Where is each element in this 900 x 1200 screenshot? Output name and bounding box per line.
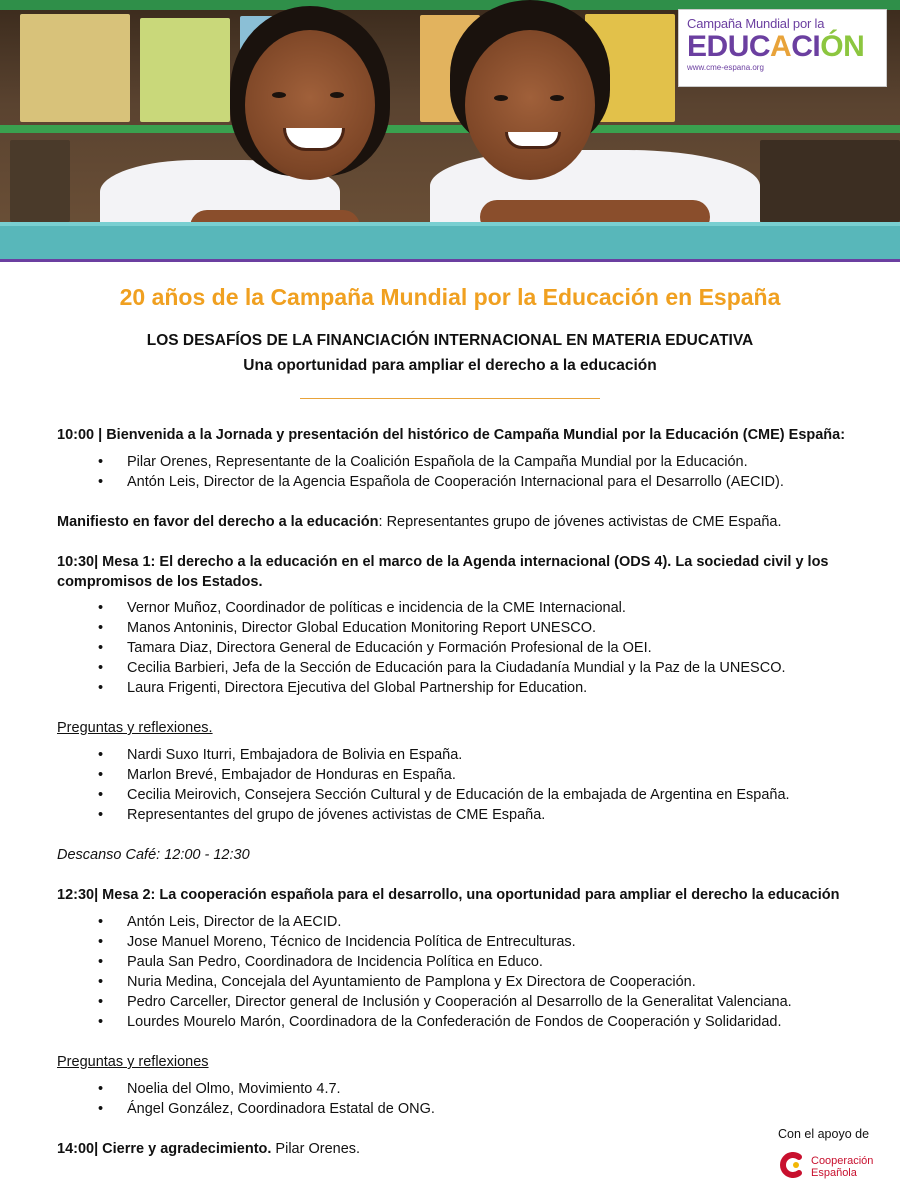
logo-letter: U — [727, 30, 749, 63]
bullet-icon: • — [98, 787, 104, 803]
bullet-icon: • — [98, 747, 104, 763]
girl-left-eye — [330, 92, 344, 98]
cooperacion-espanola-logo — [779, 1150, 889, 1186]
logo-wordmark — [687, 31, 878, 63]
support-label: Con el apoyo de — [778, 1127, 870, 1141]
subtitle-financing: LOS DESAFÍOS DE LA FINANCIACIÓN INTERNACIONAL EN MATERIA EDUCATIVA — [146, 332, 754, 349]
girl-right-face — [465, 30, 595, 180]
mesa2-heading: 12:30| Mesa 2: La cooperación española para el desarrollo, una oportunidad para ampliar el derecho la educación — [57, 887, 840, 903]
coop-name-line2: Española — [811, 1167, 857, 1179]
logo-letter: D — [706, 30, 728, 63]
logo-letter: Ó — [820, 30, 844, 63]
book-cover — [20, 14, 130, 122]
book-cover — [10, 140, 70, 222]
bullet-icon: • — [98, 994, 104, 1010]
table-surface — [0, 222, 900, 262]
questions2-heading: Preguntas y reflexiones — [57, 1054, 209, 1070]
logo-line1: Campaña Mundial por la — [687, 16, 825, 31]
questions1-heading: Preguntas y reflexiones. — [57, 720, 213, 736]
bullet-icon: • — [98, 974, 104, 990]
mesa1-heading: 10:30| Mesa 1: El derecho a la educación en el marco de la Agenda internacional (ODS 4). La sociedad civil y los — [57, 554, 829, 570]
table-edge — [0, 222, 900, 226]
bullet-icon: • — [98, 680, 104, 696]
girl-right-eye — [494, 95, 508, 101]
logo-letter: A — [770, 30, 792, 63]
girl-right-eye — [550, 95, 564, 101]
bullet-icon: • — [98, 620, 104, 636]
logo-letter: I — [812, 30, 821, 63]
bullet-icon: • — [98, 954, 104, 970]
logo-letter: E — [687, 30, 707, 63]
bullet-icon: • — [98, 474, 104, 490]
girl-right-smile — [505, 132, 561, 149]
logo-letter: C — [748, 30, 771, 63]
girl-left-eye — [272, 92, 286, 98]
cme-logo — [678, 9, 887, 87]
bullet-icon: • — [98, 1101, 104, 1117]
bullet-icon: • — [98, 1081, 104, 1097]
bullet-icon: • — [98, 807, 104, 823]
bullet-icon: • — [98, 640, 104, 656]
book-cover — [140, 18, 230, 122]
bullet-icon: • — [98, 1014, 104, 1030]
bookshelf-shelf — [0, 125, 900, 133]
manifesto-line: Manifiesto en favor del derecho a la educación: Representantes grupo de jóvenes activistas de CME España. — [57, 514, 782, 530]
hero-photo — [0, 0, 900, 262]
logo-letter: N — [843, 30, 865, 63]
bullet-icon: • — [98, 934, 104, 950]
bullet-icon: • — [98, 660, 104, 676]
logo-letter: C — [791, 30, 813, 63]
bullet-icon: • — [98, 454, 104, 470]
bullet-icon: • — [98, 914, 104, 930]
welcome-heading: 10:00 | Bienvenida a la Jornada y presentación del histórico de Campaña Mundial por la Educación (CME) España: — [57, 427, 846, 443]
bullet-icon: • — [98, 600, 104, 616]
girl-left-face — [245, 30, 375, 180]
hero-bottom-bar — [0, 259, 900, 262]
title-divider — [300, 398, 600, 399]
closing-line: 14:00| Cierre y agradecimiento. Pilar Orenes. — [57, 1141, 361, 1157]
cooperacion-logo-icon — [779, 1152, 805, 1178]
coffee-break: Descanso Café: 12:00 - 12:30 — [57, 847, 250, 863]
coop-name-line1: Cooperación — [811, 1155, 874, 1167]
page-title: 20 años de la Campaña Mundial por la Educación en España — [119, 284, 781, 310]
logo-url: www.cme-espana.org — [687, 63, 764, 72]
mesa1-heading-cont: compromisos de los Estados. — [57, 574, 263, 590]
subtitle-opportunity: Una oportunidad para ampliar el derecho a la educación — [243, 357, 657, 374]
bullet-icon: • — [98, 767, 104, 783]
book-cover — [760, 140, 900, 222]
